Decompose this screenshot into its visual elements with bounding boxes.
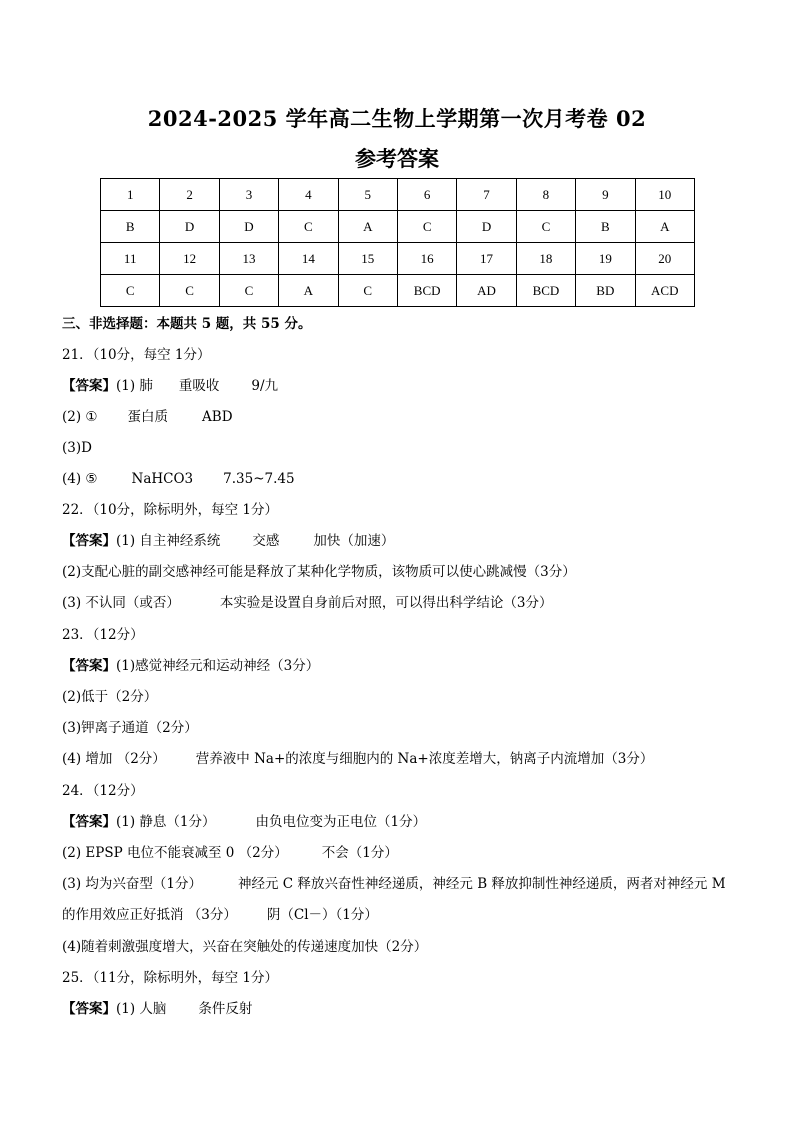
question-number-cell: 4 — [279, 179, 338, 211]
question-number-cell: 12 — [160, 243, 219, 275]
q24-l3-c: 阴（Cl－）（1分） — [266, 907, 378, 923]
answer-table-number-row — [101, 243, 695, 275]
q22-l1-c: 加快（加速） — [313, 533, 395, 549]
q21-l4-a: (4) ⑤ — [62, 471, 98, 487]
answer-cell: B — [576, 211, 635, 243]
q24-l1-a: (1) 静息（1分） — [116, 814, 216, 830]
q22-l3-a: (3) 不认同（或否） — [62, 595, 180, 611]
answer-cell: C — [338, 275, 397, 307]
q25-l1-b: 条件反射 — [198, 1001, 253, 1017]
answer-table-answer-row — [101, 275, 695, 307]
q21-answer-line-1 — [62, 377, 278, 395]
q22-answer-line-2: (2)支配心脏的副交感神经可能是释放了某种化学物质，该物质可以使心跳减慢（3分） — [62, 564, 576, 580]
answer-cell: D — [160, 211, 219, 243]
q25-answer-line-1 — [62, 1000, 252, 1018]
q22-header: 22．（10分，除标明外，每空 1分） — [62, 502, 278, 518]
answer-cell: D — [457, 211, 516, 243]
answer-cell: C — [397, 211, 456, 243]
question-number-cell: 16 — [397, 243, 456, 275]
page-title: 2024-2025 学年高二生物上学期第一次月考卷 02 — [147, 106, 647, 131]
question-number-cell: 9 — [576, 179, 635, 211]
answer-cell: BD — [576, 275, 635, 307]
q21-l2-a: (2) ① — [62, 409, 98, 425]
q24-l2-a: (2) EPSP 电位不能衰减至 0 （2分） — [62, 845, 288, 861]
answer-table-answer-row — [101, 211, 695, 243]
answer-tag: 【答案】 — [62, 533, 116, 549]
answer-cell: C — [219, 275, 278, 307]
question-number-cell: 1 — [101, 179, 160, 211]
q21-l2-b: 蛋白质 — [127, 409, 169, 425]
answer-cell: ACD — [635, 275, 694, 307]
q24-answer-line-2 — [62, 844, 398, 862]
q24-answer-line-1 — [62, 813, 426, 831]
question-number-cell: 7 — [457, 179, 516, 211]
q24-answer-line-3 — [62, 869, 732, 931]
q23-answer-line-4 — [62, 750, 653, 768]
question-number-cell: 8 — [516, 179, 575, 211]
q24-l1-b: 由负电位变为正电位（1分） — [255, 814, 427, 830]
answer-cell: C — [516, 211, 575, 243]
question-number-cell: 20 — [635, 243, 694, 275]
answer-tag: 【答案】 — [62, 378, 116, 394]
answer-table — [100, 178, 695, 307]
answer-cell: C — [279, 211, 338, 243]
question-number-cell: 13 — [219, 243, 278, 275]
answer-cell: B — [101, 211, 160, 243]
answer-cell: D — [219, 211, 278, 243]
q22-l1-b: 交感 — [252, 533, 280, 549]
answer-cell: BCD — [397, 275, 456, 307]
q22-l1-a: (1) 自主神经系统 — [116, 533, 221, 549]
question-number-cell: 15 — [338, 243, 397, 275]
question-number-cell: 10 — [635, 179, 694, 211]
question-number-cell: 19 — [576, 243, 635, 275]
page-subtitle: 参考答案 — [355, 146, 439, 171]
answer-cell: C — [101, 275, 160, 307]
q21-answer-line-3: (3)D — [62, 440, 92, 456]
answer-cell: A — [338, 211, 397, 243]
q24-answer-line-4: (4)随着刺激强度增大，兴奋在突触处的传递速度加快（2分） — [62, 939, 428, 955]
q21-l1-a: (1) 肺 — [116, 378, 153, 394]
q21-answer-line-4 — [62, 470, 295, 488]
q21-l2-c: ABD — [202, 409, 233, 425]
q21-l1-c: 9/九 — [251, 378, 279, 394]
question-number-cell: 18 — [516, 243, 575, 275]
answer-cell: AD — [457, 275, 516, 307]
question-number-cell: 2 — [160, 179, 219, 211]
question-number-cell: 6 — [397, 179, 456, 211]
q24-l2-b: 不会（1分） — [321, 845, 398, 861]
q23-l4-a: (4) 增加 （2分） — [62, 751, 166, 767]
question-number-cell: 14 — [279, 243, 338, 275]
question-number-cell: 17 — [457, 243, 516, 275]
q21-answer-line-2 — [62, 408, 233, 426]
q22-answer-line-3 — [62, 594, 553, 612]
answer-tag: 【答案】 — [62, 814, 116, 830]
q24-header: 24．（12分） — [62, 783, 144, 799]
q23-answer-line-1 — [62, 657, 319, 675]
q23-answer-line-3: (3)钾离子通道（2分） — [62, 720, 198, 736]
q25-l1-a: (1) 人脑 — [116, 1001, 167, 1017]
answer-table-number-row — [101, 179, 695, 211]
q23-header: 23．（12分） — [62, 627, 144, 643]
question-number-cell: 11 — [101, 243, 160, 275]
q23-l1: (1)感觉神经元和运动神经（3分） — [116, 658, 320, 674]
section-heading: 三、非选择题：本题共 5 题，共 55 分。 — [62, 316, 312, 332]
q23-answer-line-2: (2)低于（2分） — [62, 689, 158, 705]
answer-tag: 【答案】 — [62, 658, 116, 674]
question-number-cell: 5 — [338, 179, 397, 211]
q21-l1-b: 重吸收 — [178, 378, 220, 394]
answer-cell: A — [635, 211, 694, 243]
q24-l3-a: (3) 均为兴奋型（1分） — [62, 876, 203, 892]
q25-header: 25．（11分，除标明外，每空 1分） — [62, 970, 278, 986]
answer-tag: 【答案】 — [62, 1001, 116, 1017]
q22-answer-line-1 — [62, 532, 394, 550]
q21-l4-c: 7.35~7.45 — [223, 471, 295, 487]
q24-l3-b: 神经元 C 释放兴奋性神经递质，神经元 B 释放抑制性神经递质，两者对神经元 M 的作用效应正好抵消 （3分） — [62, 876, 726, 923]
q21-l4-b: NaHCO3 — [131, 471, 194, 487]
answer-cell: BCD — [516, 275, 575, 307]
answer-cell: A — [279, 275, 338, 307]
q23-l4-b: 营养液中 Na+的浓度与细胞内的 Na+浓度差增大，钠离子内流增加（3分） — [195, 751, 654, 767]
answer-cell: C — [160, 275, 219, 307]
q22-l3-b: 本实验是设置自身前后对照，可以得出科学结论（3分） — [219, 595, 553, 611]
question-number-cell: 3 — [219, 179, 278, 211]
q21-header: 21．（10分，每空 1分） — [62, 347, 211, 363]
